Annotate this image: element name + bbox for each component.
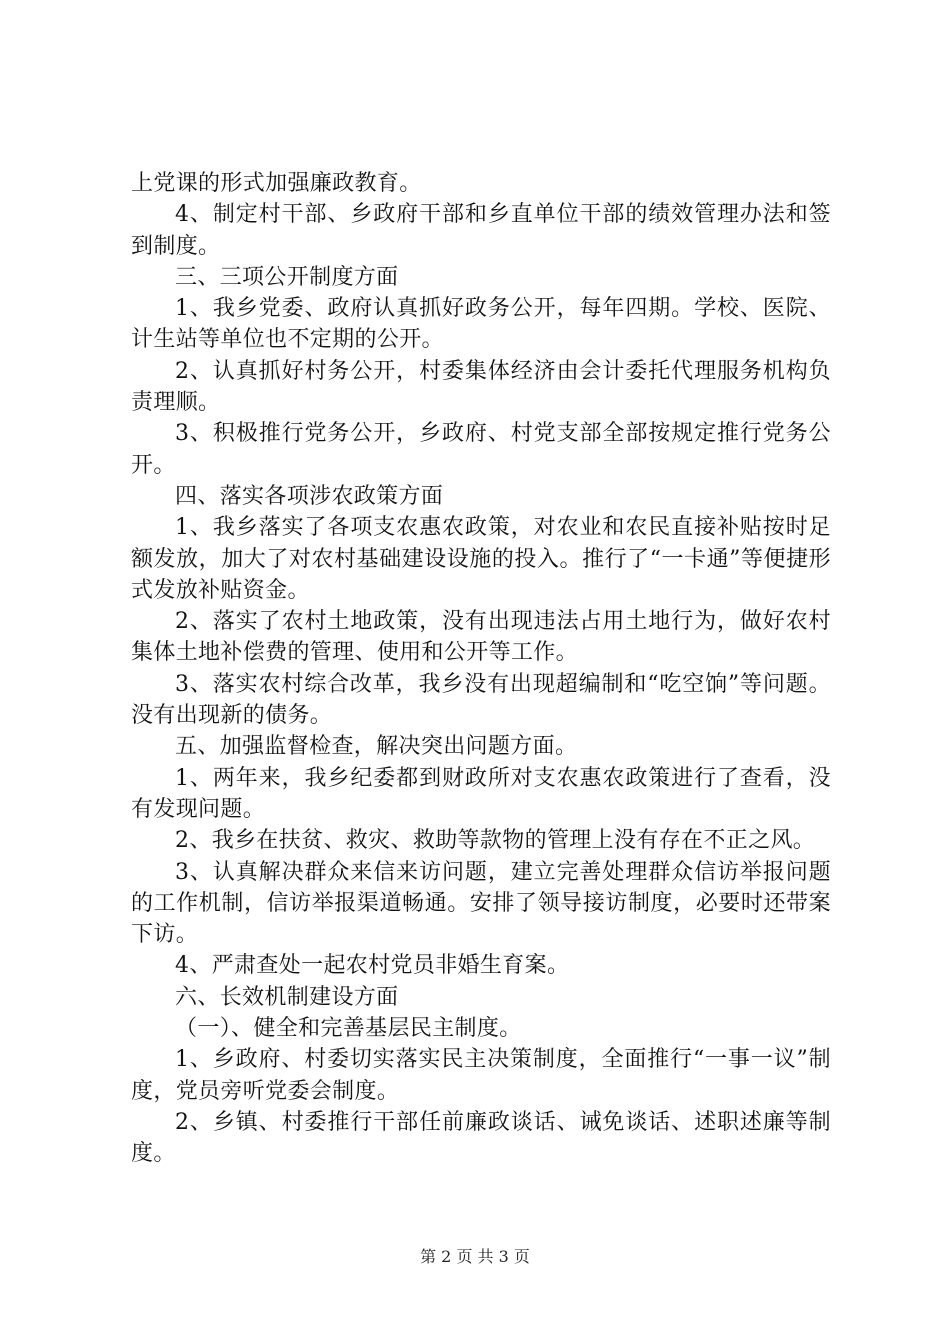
body-paragraph: 五、加强监督检查，解决突出问题方面。 (175, 734, 578, 760)
body-paragraph: 1、我乡落实了各项支农惠农政策，对农业和农民直接补贴按时足额发放，加大了对农村基础建设设施的投入。推行了“一卡通”等便捷形式发放补贴资金。 (131, 515, 831, 603)
body-paragraph: 3、落实农村综合改革，我乡没有出现超编制和“吃空饷”等问题。没有出现新的债务。 (131, 671, 831, 729)
body-paragraph: 1、我乡党委、政府认真抓好政务公开，每年四期。学校、医院、计生站等单位也不定期的公开。 (131, 296, 831, 353)
body-paragraph: 2、落实了农村土地政策，没有出现违法占用土地行为，做好农村集体土地补偿费的管理、使用和公开等工作。 (131, 609, 831, 666)
body-paragraph: 3、积极推行党务公开，乡政府、村党支部全部按规定推行党务公开。 (131, 421, 831, 478)
body-paragraph: 上党课的形式加强廉政教育。 (131, 171, 422, 196)
body-paragraph: 2、我乡在扶贫、救灾、救助等款物的管理上没有存在不正之风。 (175, 828, 816, 854)
body-paragraph: 三、三项公开制度方面 (175, 264, 399, 290)
body-paragraph: 1、乡政府、村委切实落实民主决策制度，全面推行“一事一议”制度，党员旁听党委会制度。 (131, 1047, 831, 1104)
body-paragraph: 4、制定村干部、乡政府干部和乡直单位干部的绩效管理办法和签到制度。 (131, 202, 831, 259)
body-paragraph: 1、两年来，我乡纪委都到财政所对支农惠农政策进行了查看，没有发现问题。 (131, 765, 831, 822)
body-paragraph: 六、长效机制建设方面 (175, 984, 399, 1010)
body-paragraph: 3、认真解决群众来信来访问题，建立完善处理群众信访举报问题的工作机制，信访举报渠道畅通。安排了领导接访制度，必要时还带案下访。 (131, 859, 831, 948)
body-paragraph: 四、落实各项涉农政策方面 (175, 483, 444, 509)
body-paragraph: 2、乡镇、村委推行干部任前廉政谈话、诫免谈话、述职述廉等制度。 (131, 1109, 831, 1167)
page-footer: 第 2 页 共 3 页 (420, 1247, 530, 1266)
body-paragraph: 4、严肃查处一起农村党员非婚生育案。 (175, 953, 570, 979)
document-body (131, 168, 831, 1170)
body-paragraph: 2、认真抓好村务公开，村委集体经济由会计委托代理服务机构负责理顺。 (131, 358, 831, 416)
body-paragraph: （一）、健全和完善基层民主制度。 (175, 1016, 522, 1042)
